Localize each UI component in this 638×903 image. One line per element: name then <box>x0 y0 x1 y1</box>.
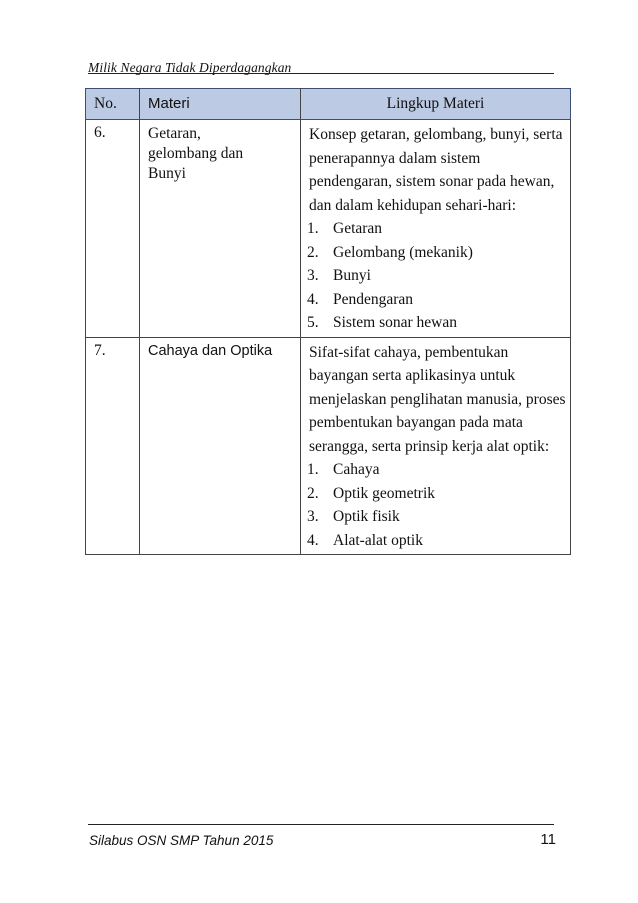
list-item-number: 2. <box>307 243 319 261</box>
materi-line: Bunyi <box>148 165 186 182</box>
column-header-materi: Materi <box>140 89 301 120</box>
list-item <box>307 288 566 312</box>
list-item <box>307 311 566 335</box>
list-item-number: 4. <box>307 531 319 549</box>
row-number: 7. <box>86 337 140 555</box>
list-item <box>307 482 566 506</box>
footer-title: Silabus OSN SMP Tahun 2015 <box>89 833 274 848</box>
list-item-text: Cahaya <box>333 461 380 478</box>
column-header-no: No. <box>86 89 140 120</box>
list-item-number: 5. <box>307 314 319 331</box>
list-item-text: Bunyi <box>333 267 371 284</box>
table-header-row <box>86 89 571 120</box>
list-item-number: 1. <box>307 461 319 478</box>
materi-line: Getaran, <box>148 125 201 142</box>
list-item-text: Sistem sonar hewan <box>333 314 457 331</box>
materi-cell <box>140 337 301 555</box>
list-item <box>307 505 566 529</box>
header-rule <box>88 73 554 74</box>
page-number: 11 <box>540 831 556 848</box>
footer-rule <box>88 824 554 825</box>
list-item-text: Optik fisik <box>333 508 400 525</box>
list-item <box>307 241 566 265</box>
list-item-number: 3. <box>307 267 319 284</box>
lingkup-materi-cell <box>301 337 571 555</box>
row-number: 6. <box>86 120 140 338</box>
materi-cell <box>140 120 301 338</box>
list-item-number: 1. <box>307 220 319 237</box>
list-item-text: Getaran <box>333 220 383 237</box>
materi-line: Cahaya dan Optika <box>148 342 273 359</box>
list-item-text: Gelombang (mekanik) <box>333 243 473 261</box>
list-item-number: 3. <box>307 508 319 525</box>
lingkup-description: Sifat-sifat cahaya, pembentukan bayangan serta aplikasinya untuk menjelaskan penglihatan manusia, proses pembentukan bayangan pada mata serangga, serta prinsip kerja alat optik: <box>309 343 566 455</box>
table-row <box>86 337 571 555</box>
list-item-number: 4. <box>307 290 319 308</box>
list-item <box>307 264 566 288</box>
list-item <box>307 217 566 241</box>
syllabus-table <box>85 88 571 555</box>
page-header: Milik Negara Tidak Diperdagangkan <box>88 60 292 75</box>
list-item-text: Alat-alat optik <box>333 531 423 549</box>
table-row <box>86 120 571 338</box>
lingkup-description: Konsep getaran, gelombang, bunyi, serta penerapannya dalam sistem pendengaran, sistem sonar pada hewan, dan dalam kehidupan sehari-hari: <box>309 126 563 214</box>
list-item-number: 2. <box>307 484 319 502</box>
list-item <box>307 529 566 553</box>
lingkup-materi-cell <box>301 120 571 338</box>
topic-list <box>307 217 566 335</box>
list-item-text: Optik geometrik <box>333 484 436 502</box>
materi-line: gelombang dan <box>148 145 244 162</box>
list-item <box>307 458 566 482</box>
column-header-lingkup-materi: Lingkup Materi <box>301 89 571 120</box>
topic-list <box>307 458 566 552</box>
list-item-text: Pendengaran <box>333 290 414 308</box>
